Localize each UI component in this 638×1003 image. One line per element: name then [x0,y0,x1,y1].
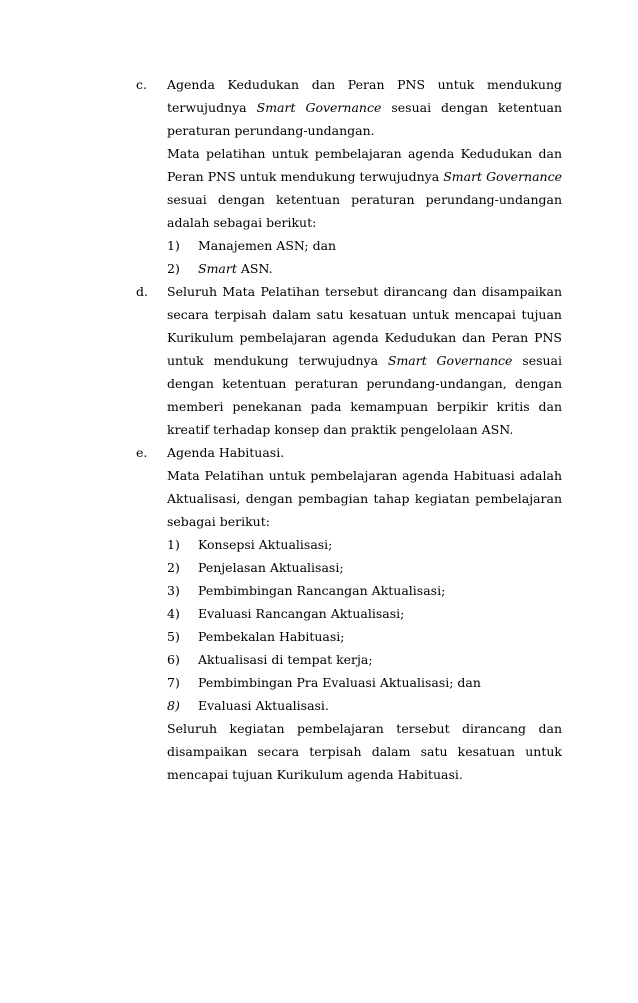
text-line [167,487,562,510]
list-marker: c. [136,77,147,92]
text-span: Aktualisasi, dengan pembagian tahap kegiatan pembelajaran [167,491,562,506]
item-body [167,73,562,280]
text-span: terwujudnya [167,100,257,115]
text-line [167,349,562,372]
text-line [167,740,562,763]
sub-list-number: 3) [167,583,180,598]
sub-list-number: 8) [167,698,180,713]
text-span: Konsepsi Aktualisasi; [198,537,333,552]
text-span: Mata Pelatihan untuk pembelajaran agenda Habituasi adalah [167,468,562,483]
sub-list-text [198,579,445,602]
text-span: untuk mendukung terwujudnya [167,353,388,368]
sub-list-number: 1) [167,238,180,253]
item-body [167,441,562,786]
text-line [167,326,562,349]
italic-text: Smart [198,261,237,276]
sub-list-item [167,234,562,257]
text-span: dengan ketentuan peraturan perundang-undangan, dengan [167,376,562,391]
sub-list-text [198,694,329,717]
list-marker: e. [136,445,148,460]
text-span: Agenda Kedudukan dan Peran PNS untuk mendukung [167,77,562,92]
italic-text: Smart Governance [443,169,562,184]
sub-list-item [167,533,562,556]
text-span: sesuai dengan ketentuan peraturan perundang-undangan [167,192,562,207]
sub-list-number: 1) [167,537,180,552]
sub-list-item [167,602,562,625]
paragraph [167,73,562,142]
paragraph [167,280,562,441]
sub-list-text [198,671,481,694]
paragraph [167,441,562,464]
sub-list-text [198,648,373,671]
text-line [167,763,562,786]
text-line [167,96,562,119]
text-span: Peran PNS untuk mendukung terwujudnya [167,169,444,184]
text-span: Seluruh kegiatan pembelajaran tersebut dirancang dan [167,721,562,736]
text-span: Pembimbingan Rancangan Aktualisasi; [198,583,446,598]
text-line [167,510,562,533]
sub-list-number: 2) [167,261,180,276]
text-span: Aktualisasi di tempat kerja; [198,652,373,667]
text-span: sesuai [512,353,562,368]
text-span: Penjelasan Aktualisasi; [198,560,344,575]
sub-list-text [198,556,344,579]
sub-list-number: 5) [167,629,180,644]
text-span: kreatif terhadap konsep dan praktik pengelolaan ASN. [167,422,514,437]
text-span: Kurikulum pembelajaran agenda Kedudukan dan Peran PNS [167,330,562,345]
text-line [167,188,562,211]
text-line [167,211,562,234]
closing-paragraph [167,717,562,786]
item-body [167,280,562,441]
text-span: adalah sebagai berikut: [167,215,317,230]
sub-list-text [198,602,404,625]
sub-list-text [198,234,336,257]
text-span: Mata pelatihan untuk pembelajaran agenda Kedudukan dan [167,146,562,161]
text-span: disampaikan secara terpisah dalam satu kesatuan untuk [167,744,562,759]
text-line [167,165,562,188]
text-span: Pembekalan Habituasi; [198,629,345,644]
sub-list-number: 4) [167,606,180,621]
italic-text: Smart Governance [387,353,513,368]
text-span: peraturan perundang-undangan. [167,123,375,138]
text-span: Pembimbingan Pra Evaluasi Aktualisasi; dan [198,675,481,690]
text-line [167,395,562,418]
text-line [167,73,562,96]
text-span: Evaluasi Rancangan Aktualisasi; [198,606,405,621]
text-line [167,303,562,326]
sub-list-item [167,625,562,648]
text-line [167,280,562,303]
italic-text: Smart Governance [256,100,382,115]
sub-list-item [167,257,562,280]
sub-list-item [167,579,562,602]
text-span: ASN. [236,261,273,276]
paragraph [167,142,562,234]
text-span: sebagai berikut: [167,514,270,529]
text-span: sesuai dengan ketentuan [381,100,562,115]
text-line [167,717,562,740]
text-line [167,441,562,464]
text-span: Agenda Habituasi. [167,445,285,460]
text-span: Seluruh Mata Pelatihan tersebut dirancang dan disampaikan [167,284,562,299]
sub-list-number: 7) [167,675,180,690]
sub-list-text [198,257,273,280]
text-line [167,372,562,395]
sub-list-number: 2) [167,560,180,575]
text-line [167,418,562,441]
paragraph [167,464,562,533]
sub-list-item [167,648,562,671]
sub-list-number: 6) [167,652,180,667]
text-span: Manajemen ASN; dan [198,238,337,253]
list-marker: d. [136,284,148,299]
text-line [167,119,562,142]
text-span: Evaluasi Aktualisasi. [198,698,329,713]
text-line [167,464,562,487]
text-span: secara terpisah dalam satu kesatuan untuk mencapai tujuan [167,307,562,322]
sub-list-text [198,625,345,648]
sub-list-item [167,671,562,694]
text-line [167,142,562,165]
text-span: memberi penekanan pada kemampuan berpikir kritis dan [167,399,562,414]
sub-list-item [167,556,562,579]
text-span: mencapai tujuan Kurikulum agenda Habituasi. [167,767,463,782]
sub-list-item [167,694,562,717]
sub-list-text [198,533,332,556]
